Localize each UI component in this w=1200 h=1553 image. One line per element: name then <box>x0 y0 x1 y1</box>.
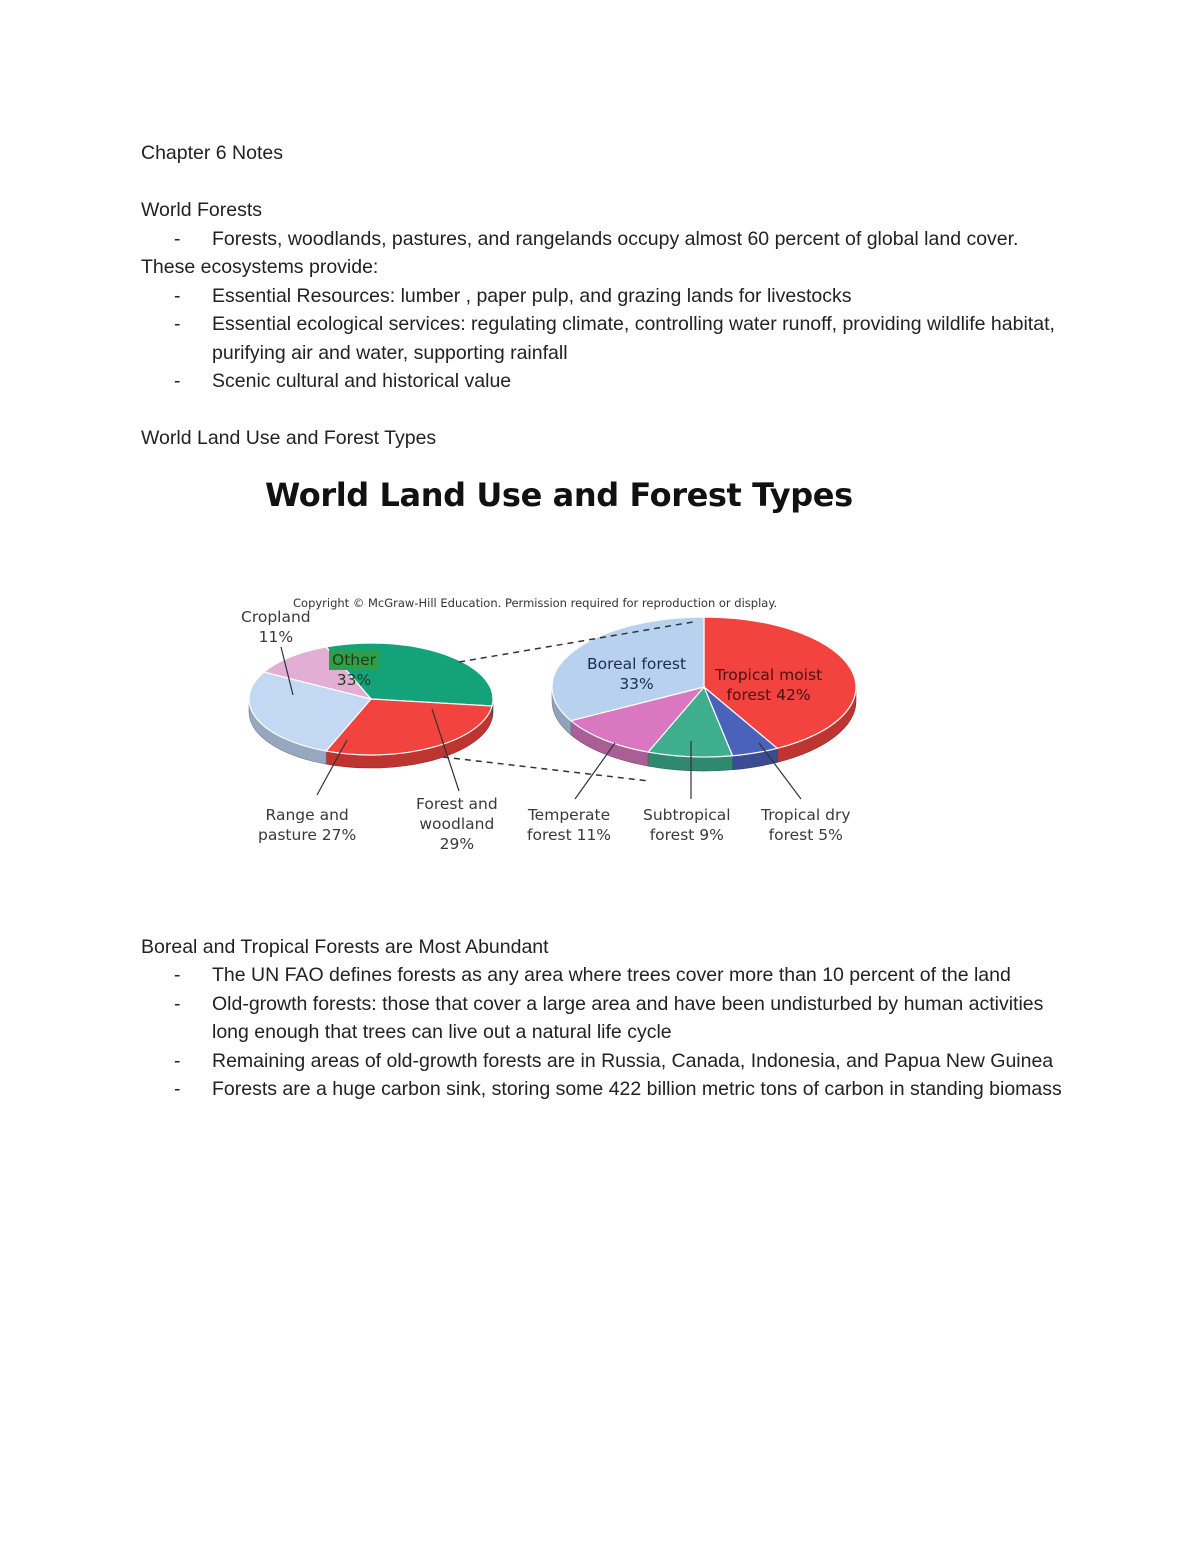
dash-bullet: - <box>174 992 181 1015</box>
label-tropical-dry: Tropical dry forest 5% <box>761 805 851 844</box>
list-item: - Essential Resources: lumber , paper pulp, and grazing lands for livestocks <box>141 282 1071 311</box>
label-boreal: Boreal forest 33% <box>587 654 687 693</box>
ecosystems-provide-list <box>141 282 1071 396</box>
label-temperate: Temperate forest 11% <box>527 805 612 844</box>
label-tropical-moist: Tropical moist forest 42% <box>715 665 823 704</box>
list-item: - Forests are a huge carbon sink, storing some 422 billion metric tons of carbon in standing biomass <box>141 1075 1071 1104</box>
dash-bullet: - <box>174 370 181 392</box>
dash-bullet: - <box>174 313 181 335</box>
dash-bullet: - <box>174 964 181 986</box>
doc-title: Chapter 6 Notes <box>141 142 283 164</box>
label-other: Other 33% <box>329 650 379 690</box>
leader-temperate <box>575 743 615 799</box>
world-forests-list <box>141 225 1071 254</box>
list-item: - Old-growth forests: those that cover a large area and have been undisturbed by human activities long enough that trees can live out a natural life cycle <box>141 990 1071 1047</box>
list-item: - Remaining areas of old-growth forests are in Russia, Canada, Indonesia, and Papua New Guinea <box>141 1047 1071 1076</box>
figure-copyright: Copyright © McGraw-Hill Education. Permission required for reproduction or display. <box>293 595 778 610</box>
list-item: - Scenic cultural and historical value <box>141 367 1071 396</box>
label-subtropical: Subtropical forest 9% <box>643 805 731 844</box>
section-heading-world-forests: World Forests <box>141 199 262 221</box>
document-body <box>141 139 1071 1104</box>
label-range-pasture: Range and pasture 27% <box>258 805 357 844</box>
list-item: - Essential ecological services: regulating climate, controlling water runoff, providing wildlife habitat, purifying air and water, supporting rainfall <box>141 310 1071 367</box>
label-forest-woodland: Forest and woodland 29% <box>416 794 498 853</box>
dash-bullet: - <box>174 227 181 250</box>
section-heading-land-use: World Land Use and Forest Types <box>141 427 437 449</box>
section-heading-boreal-tropical: Boreal and Tropical Forests are Most Abundant <box>141 935 549 958</box>
pie-charts <box>141 463 1071 933</box>
connector-line-bottom <box>443 757 649 781</box>
subheading-ecosystems: These ecosystems provide: <box>141 256 379 278</box>
boreal-tropical-list <box>141 961 1071 1104</box>
list-item: - The UN FAO defines forests as any area where trees cover more than 10 percent of the land <box>141 961 1071 990</box>
figure-title: World Land Use and Forest Types <box>265 475 853 514</box>
dash-bullet: - <box>174 1049 181 1072</box>
label-cropland: Cropland 11% <box>241 607 311 646</box>
land-use-figure <box>141 463 1071 933</box>
list-item: - Forests, woodlands, pastures, and rangelands occupy almost 60 percent of global land cover. <box>141 225 1071 254</box>
dash-bullet: - <box>174 284 181 307</box>
dash-bullet: - <box>174 1078 181 1100</box>
